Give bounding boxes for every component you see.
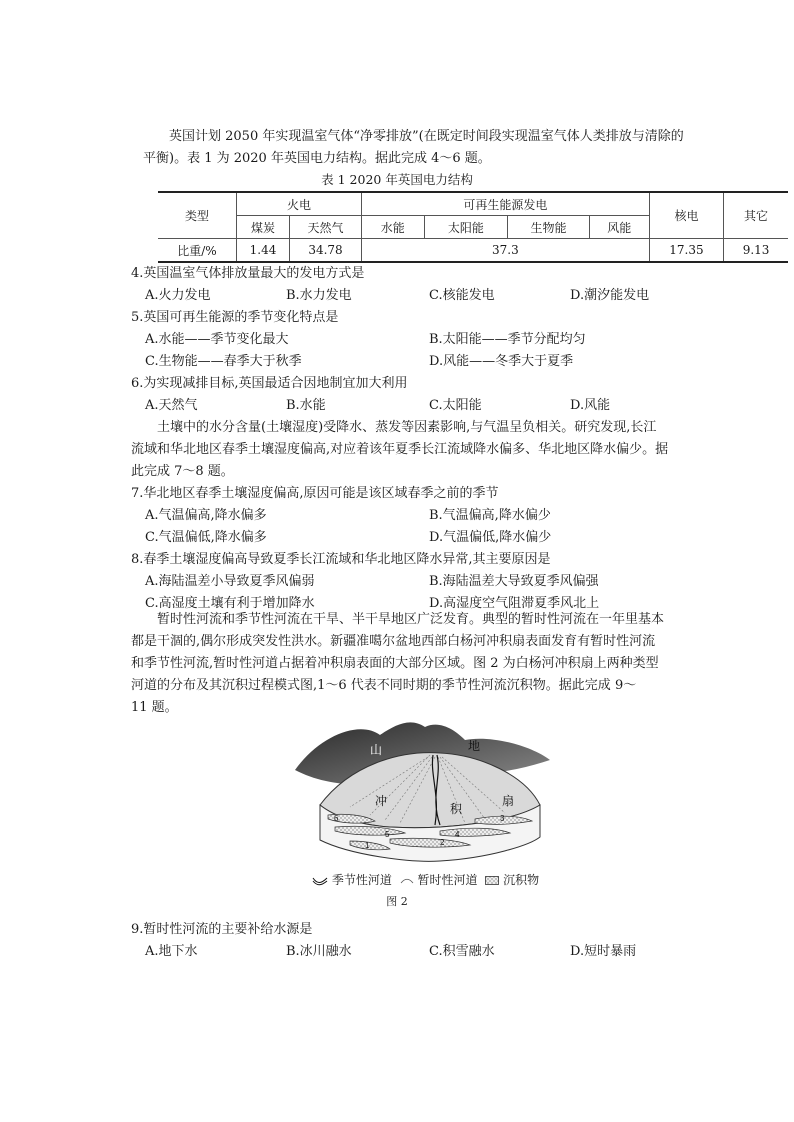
label-mountain-1: 山: [370, 743, 383, 757]
layer-number-5: 5: [385, 830, 390, 839]
table1-caption: 表 1 2020 年英国电力结构: [321, 172, 473, 187]
temporary-channel-legend-icon: [400, 876, 414, 886]
intro3-line1: 暂时性河流和季节性河流在干旱、半干旱地区广泛发育。典型的暂时性河流在一年里基本: [157, 612, 665, 627]
legend-sediment: 沉积物: [503, 873, 540, 887]
q5-option-b[interactable]: B.太阳能——季节分配均匀: [429, 332, 586, 347]
cell-nuclear: 17.35: [649, 239, 723, 263]
header-other: 其它: [724, 192, 788, 239]
layer-number-2: 2: [440, 838, 445, 847]
label-fan-1: 冲: [375, 794, 388, 808]
figure-caption: 图 2: [386, 895, 408, 908]
q9-option-a[interactable]: A.地下水: [145, 944, 198, 959]
intro3-line3: 和季节性河流,暂时性河道占据着冲积扇表面的大部分区域。图 2 为白杨河冲积扇上两种类型: [131, 656, 659, 671]
intro1-line2: 平衡)。表 1 为 2020 年英国电力结构。据此完成 4～6 题。: [143, 151, 491, 166]
cell-other: 9.13: [724, 239, 788, 263]
intro2-line1: 土壤中的水分含量(土壤湿度)受降水、蒸发等因素影响,与气温呈负相关。研究发现,长江: [157, 420, 657, 435]
q7-option-b[interactable]: B.气温偏高,降水偏少: [429, 508, 551, 523]
layer-number-6: 6: [334, 814, 339, 823]
header-thermal: 火电: [236, 192, 361, 216]
q4-option-c[interactable]: C.核能发电: [429, 288, 495, 303]
figure-legend: [312, 871, 539, 888]
header-renewable: 可再生能源发电: [361, 192, 649, 216]
intro2-line2: 流域和华北地区春季土壤湿度偏高,对应着该年夏季长江流域降水偏多、华北地区降水偏少。据: [131, 442, 669, 457]
legend-seasonal: 季节性河道: [331, 873, 392, 887]
header-wind: 风能: [589, 216, 649, 239]
q4-option-b[interactable]: B.水力发电: [286, 288, 352, 303]
intro3-line2: 都是干涸的,偶尔形成突发性洪水。新疆准噶尔盆地西部白杨河冲积扇表面发育有暂时性河流: [131, 634, 656, 649]
question-5-stem: 5.英国可再生能源的季节变化特点是: [131, 310, 339, 325]
header-nuclear: 核电: [649, 192, 723, 239]
q5-option-c[interactable]: C.生物能——春季大于秋季: [145, 354, 302, 369]
intro3-line5: 11 题。: [131, 700, 178, 715]
legend-temporary: 暂时性河道: [417, 873, 478, 887]
cell-renewable: 37.3: [361, 239, 649, 263]
intro3-line4: 河道的分布及其沉积过程模式图,1～6 代表不同时期的季节性河流沉积物。据此完成 9～: [131, 678, 637, 693]
question-9-stem: 9.暂时性河流的主要补给水源是: [131, 922, 313, 937]
alluvial-fan-diagram: [290, 715, 565, 890]
layer-number-1: 1: [365, 841, 370, 850]
label-fan-3: 扇: [502, 794, 515, 808]
sediment-legend-icon: [485, 876, 499, 885]
q5-option-d[interactable]: D.风能——冬季大于夏季: [429, 354, 574, 369]
question-6-stem: 6.为实现减排目标,英国最适合因地制宜加大利用: [131, 376, 408, 391]
q6-option-a[interactable]: A.天然气: [145, 398, 198, 413]
label-fan-2: 积: [450, 802, 463, 816]
q6-option-b[interactable]: B.水能: [286, 398, 326, 413]
intro1-line1: 英国计划 2050 年实现温室气体“净零排放”(在既定时间段实现温室气体人类排放与清除的: [169, 129, 684, 144]
header-gas: 天然气: [290, 216, 362, 239]
q8-option-b[interactable]: B.海陆温差大导致夏季风偏强: [429, 574, 599, 589]
q8-option-c[interactable]: C.高湿度土壤有利于增加降水: [145, 596, 315, 611]
row-share-label: 比重/%: [158, 239, 236, 263]
header-solar: 太阳能: [424, 216, 508, 239]
q6-option-d[interactable]: D.风能: [570, 398, 611, 413]
header-bio: 生物能: [508, 216, 589, 239]
cell-gas: 34.78: [290, 239, 362, 263]
intro2-line3: 此完成 7～8 题。: [131, 464, 234, 479]
q8-option-d[interactable]: D.高湿度空气阻滞夏季风北上: [429, 596, 600, 611]
header-coal: 煤炭: [236, 216, 289, 239]
question-4-stem: 4.英国温室气体排放量最大的发电方式是: [131, 266, 365, 281]
layer-number-3: 3: [500, 814, 505, 823]
q7-option-d[interactable]: D.气温偏低,降水偏少: [429, 530, 552, 545]
label-mountain-2: 地: [468, 739, 481, 753]
q6-option-c[interactable]: C.太阳能: [429, 398, 482, 413]
q9-option-c[interactable]: C.积雪融水: [429, 944, 495, 959]
seasonal-channel-legend-icon: [312, 876, 328, 886]
q9-option-d[interactable]: D.短时暴雨: [570, 944, 637, 959]
q8-option-a[interactable]: A.海陆温差小导致夏季风偏弱: [145, 574, 315, 589]
header-hydro: 水能: [361, 216, 424, 239]
q4-option-a[interactable]: A.火力发电: [145, 288, 211, 303]
header-type: 类型: [158, 192, 236, 239]
power-structure-table: [158, 191, 788, 263]
q4-option-d[interactable]: D.潮汐能发电: [570, 288, 650, 303]
q7-option-c[interactable]: C.气温偏低,降水偏多: [145, 530, 267, 545]
q5-option-a[interactable]: A.水能——季节变化最大: [145, 332, 289, 347]
q9-option-b[interactable]: B.冰川融水: [286, 944, 352, 959]
question-7-stem: 7.华北地区春季土壤湿度偏高,原因可能是该区域春季之前的季节: [131, 486, 499, 501]
layer-number-4: 4: [455, 830, 460, 839]
cell-coal: 1.44: [236, 239, 289, 263]
question-8-stem: 8.春季土壤湿度偏高导致夏季长江流域和华北地区降水异常,其主要原因是: [131, 552, 551, 567]
q7-option-a[interactable]: A.气温偏高,降水偏多: [145, 508, 267, 523]
